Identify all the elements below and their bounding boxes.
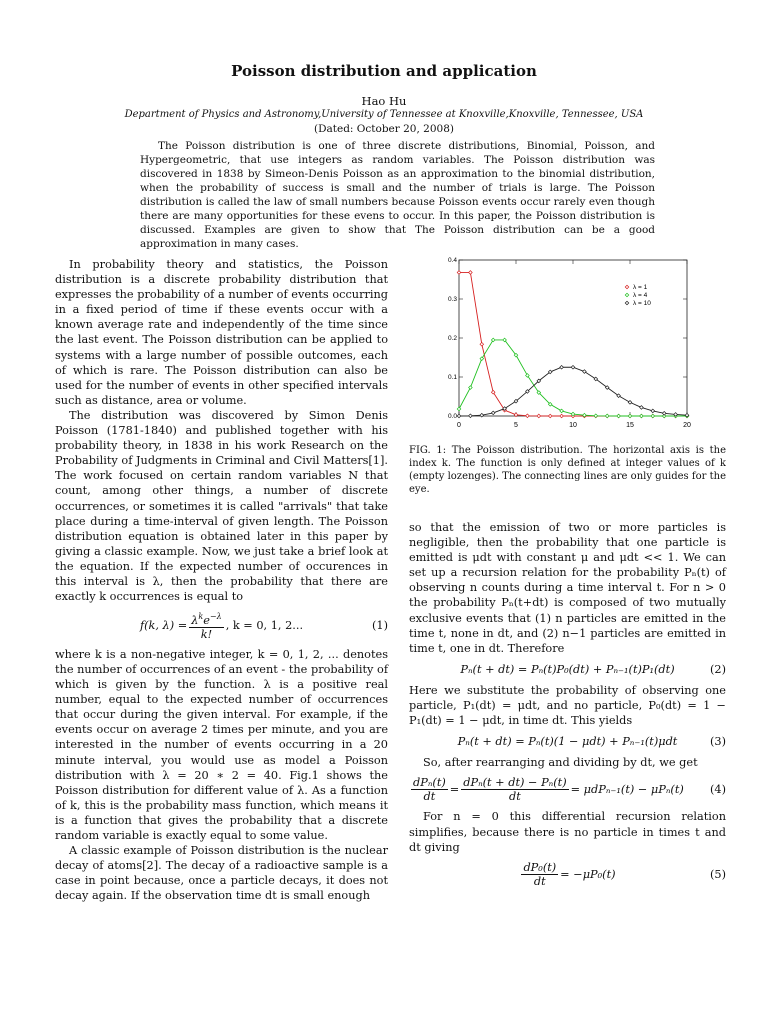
eq1-lhs: f(k, λ) =	[139, 618, 188, 632]
data-point	[617, 414, 621, 418]
data-point	[480, 413, 484, 417]
equation-1	[55, 610, 388, 641]
equation-3	[409, 734, 726, 749]
eq5-fraction	[521, 861, 558, 888]
eq5-num: dP₀(t)	[523, 860, 557, 874]
data-point	[628, 401, 632, 405]
data-point	[605, 414, 609, 418]
data-point	[628, 414, 632, 418]
right-column	[409, 520, 726, 894]
data-point	[469, 386, 473, 390]
eq4-f2-num: dPₙ(t + dt) − Pₙ(t)	[463, 776, 567, 790]
eq4-fraction-2	[461, 776, 568, 803]
data-point	[560, 409, 564, 413]
data-point	[560, 414, 564, 418]
paragraph: A classic example of Poisson distribution is the nuclear decay of atoms[2]. The decay of a radioactive sample is a case in point because, once a particle decays, it does not decay again. If the observation time dt is small enough	[55, 844, 388, 903]
x-tick-label: 15	[626, 422, 634, 429]
series-line-2	[459, 340, 687, 416]
y-tick-label: 0.3	[447, 296, 457, 303]
paragraph: where k is a non-negative integer, k = 0, 1, 2, ... denotes the number of occurrences of an event - the probability of which is given by the function. λ is a positive real number, equal to the expected number of occurrences that occur during the given interval. For example, if the events occur on average 2 times per minute, and you are interested in the number of events occurring in a 20 minute interval, you would use as model a Poisson distribution with λ = 20 ∗ 2 = 40. Fig.1 shows the Poisson distribution for different value of λ. As a function of k, this is the probability mass function, which means it is a function that gives the probability that a discrete random variable is exactly equal to some value.	[55, 647, 388, 843]
eq5-rhs: = −μP₀(t)	[560, 867, 616, 881]
eq3-number: (3)	[709, 735, 726, 749]
x-tick-label: 0	[457, 422, 461, 429]
poisson-chart	[409, 253, 726, 433]
legend-label: λ = 10	[633, 300, 651, 308]
eq1-numerator: $\lambda^ke^{-\lambda}$	[191, 612, 222, 627]
x-tick-label: 20	[683, 422, 691, 429]
figure-caption: FIG. 1: The Poisson distribution. The horizontal axis is the index k. The function is only defined at integer values of k (empty lozenges). The connecting lines are only guides for the eye.	[409, 445, 726, 495]
y-tick-label: 0.1	[447, 374, 457, 381]
paragraph: So, after rearranging and dividing by dt, we get	[423, 756, 698, 770]
equation-4: $\frac{\text{dPₙ(t)}}{dt}$ = $\frac{\text{dPₙ(t + dt) − Pₙ(t)}}{dt}$ = μdPₙ₋₁(t) − μPₙ(t) (4)	[413, 776, 726, 804]
paragraph: so that the emission of two or more particles is negligible, then the probability that one particle is emitted is μdt with constant μ and μdt << 1. We can set up a recursion relation for the probability Pₙ(t) of observing n counts during a time interval t. For n > 0 the probability Pₙ(t+dt) is composed of two mutually exclusive events that (1) n particles are emitted in the time t, none in dt, and (2) n−1 particles are emitted in time t, one in dt. Therefore	[409, 521, 726, 655]
eq5-number: (5)	[709, 867, 726, 881]
data-point	[640, 414, 644, 418]
data-point	[491, 411, 495, 415]
eq4-number: (4)	[709, 783, 726, 797]
eq1-number: (1)	[371, 618, 388, 632]
abstract: The Poisson distribution is one of three discrete distributions, Binomial, Poisson, and Hypergeometric, that use integers as random variables. The Poisson distribution was discovered in 1838 by Simeon-Denis Poisson as an approximation to the binomial distribution, when the probability of success is small and the number of trials is large. The Poisson distribution is called the law of small numbers because Poisson events occur rarely even though there are many opportunities for these evens to occur. In this paper, the Poisson distribution is discussed. Examples are given to show that The Poisson distribution can be a good approximation in many cases.	[140, 140, 655, 250]
data-point	[537, 414, 541, 418]
data-point	[651, 414, 655, 418]
eq4-fraction-1	[411, 776, 448, 803]
data-point	[480, 342, 484, 346]
y-tick-label: 0.2	[447, 335, 457, 342]
left-column	[55, 257, 388, 904]
data-point	[469, 271, 473, 275]
eq4-f2-den: dt	[509, 790, 521, 804]
legend-marker	[625, 285, 629, 289]
data-point	[469, 414, 473, 418]
data-point	[457, 271, 461, 275]
eq1-rhs: , k = 0, 1, 2...	[225, 618, 304, 632]
data-point	[526, 414, 530, 418]
eq4-f1-den: dt	[423, 790, 436, 804]
eq1-denominator: k!	[200, 627, 213, 641]
eq1-fraction	[189, 610, 224, 641]
paragraph: Here we substitute the probability of observing one particle, P₁(dt) = μdt, and no particle, P₀(dt) = 1 − P₁(dt) = 1 − μdt, in time dt. This yields	[409, 683, 726, 728]
data-point	[457, 407, 461, 411]
author-name: Hao Hu	[361, 94, 407, 108]
data-point	[571, 365, 575, 369]
x-tick-label: 5	[514, 422, 518, 429]
affiliation: Department of Physics and Astronomy,University of Tennessee at Knoxville,Knoxville, Tennessee, USA	[124, 109, 644, 120]
date-line: (Dated: October 20, 2008)	[314, 123, 454, 135]
equation-5	[409, 861, 726, 888]
eq2-number: (2)	[709, 662, 726, 676]
legend-label: λ = 1	[633, 284, 648, 292]
y-tick-label: 0.0	[447, 413, 457, 420]
data-point	[457, 414, 461, 418]
paragraph: The distribution was discovered by Simon Denis Poisson (1781-1840) and published together with his probability theory, in 1838 in his work Research on the Probability of Judgments in Criminal and Civil Matters[1]. The work focused on certain random variables N that count, among other things, a number of discrete occurrences, or sometimes it is called "arrivals" that take place during a time-interval of given length. The Poisson distribution equation is obtained later in this paper by giving a classic example. Now, we just take a brief look at the equation. If the expected number of occurences in this interval is λ, then the probability that there are exactly k occurrences is equal to	[55, 408, 388, 604]
paragraph: For n = 0 this differential recursion relation simplifies, because there is no particle in times t and dt giving	[409, 810, 726, 854]
legend-marker	[625, 293, 629, 297]
data-point	[640, 406, 644, 410]
eq5-den: dt	[533, 874, 546, 888]
data-point	[651, 409, 655, 413]
x-tick-label: 10	[569, 422, 577, 429]
eq4-rhs: = μdPₙ₋₁(t) − μPₙ(t)	[570, 783, 684, 797]
equation-2	[409, 662, 726, 677]
legend-label: λ = 4	[633, 292, 648, 300]
y-tick-label: 0.4	[447, 257, 457, 264]
eq2-body: Pₙ(t + dt) = Pₙ(t)P₀(dt) + Pₙ₋₁(t)P₁(dt)	[460, 662, 675, 676]
data-point	[560, 365, 564, 369]
eq3-body: Pₙ(t + dt) = Pₙ(t)(1 − μdt) + Pₙ₋₁(t)μdt	[457, 735, 678, 749]
data-point	[548, 414, 552, 418]
eq4-f1-num: dPₙ(t)	[413, 776, 446, 790]
paper-title: Poisson distribution and application	[231, 62, 537, 80]
paragraph: In probability theory and statistics, the Poisson distribution is a discrete probability distribution that expresses the probability of a number of events occurring in a fixed period of time if these events occur with a known average rate and independently of the time since the last event. The Poisson distribution can be applied to systems with a large number of possible outcomes, each of which is rare. The Poisson distribution can also be used for the number of events in other specified intervals such as distance, area or volume.	[55, 258, 388, 407]
data-point	[662, 411, 666, 415]
legend-marker	[625, 301, 629, 305]
